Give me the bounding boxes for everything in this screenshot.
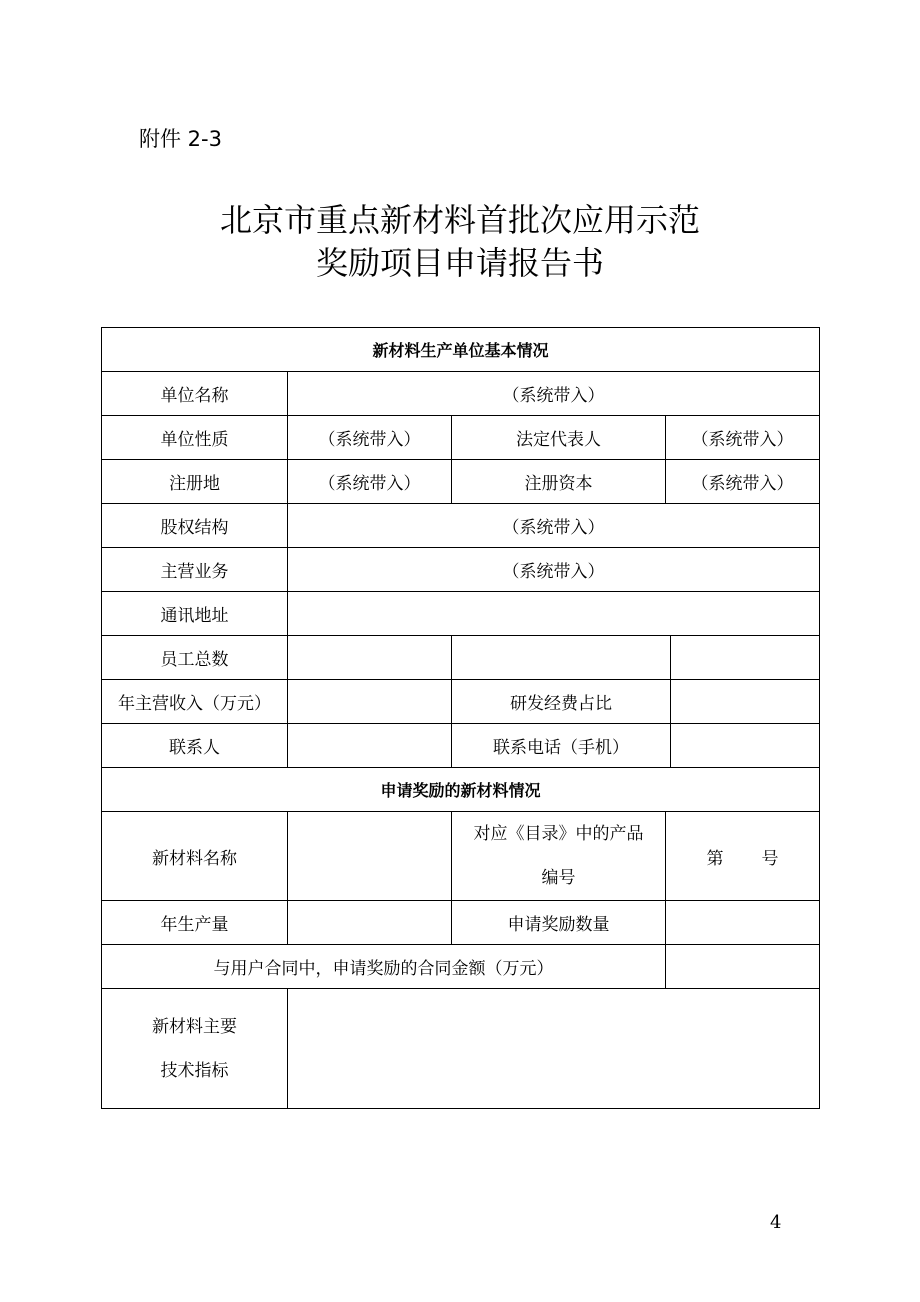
section-heading-material-info: 申请奖励的新材料情况 (102, 768, 820, 812)
catalog-label-line2: 编号 (541, 868, 576, 888)
section-heading-basic-info: 新材料生产单位基本情况 (102, 328, 820, 372)
address-field[interactable] (288, 592, 820, 636)
annual-output-label: 年生产量 (102, 901, 288, 945)
employees-field[interactable] (288, 636, 452, 680)
equity-label: 股权结构 (102, 504, 288, 548)
employees-label: 员工总数 (102, 636, 288, 680)
unit-nature-label: 单位性质 (102, 416, 288, 460)
reg-place-label: 注册地 (102, 460, 288, 504)
material-name-field[interactable] (288, 812, 452, 901)
equity-value: （系统带入） (288, 504, 820, 548)
document-title-line1: 北京市重点新材料首批次应用示范 (219, 201, 700, 239)
legal-rep-value: （系统带入） (666, 416, 820, 460)
application-form-table (101, 327, 820, 1109)
material-name-label: 新材料名称 (102, 812, 288, 901)
revenue-label: 年主营收入（万元） (102, 680, 288, 724)
rd-ratio-label: 研发经费占比 (452, 680, 671, 724)
catalog-number-field[interactable] (666, 812, 820, 901)
tech-label-line1: 新材料主要 (152, 1016, 237, 1037)
legal-rep-label: 法定代表人 (452, 416, 666, 460)
catalog-number-prefix: 第 (706, 848, 724, 869)
unit-name-label: 单位名称 (102, 372, 288, 416)
contact-label: 联系人 (102, 724, 288, 768)
business-value: （系统带入） (288, 548, 820, 592)
annual-output-field[interactable] (288, 901, 452, 945)
document-title-line2: 奖励项目申请报告书 (315, 244, 604, 282)
catalog-label (452, 812, 666, 901)
page-number: 4 (770, 1212, 782, 1233)
revenue-field[interactable] (288, 680, 452, 724)
contract-amount-label: 与用户合同中，申请奖励的合同金额（万元） (102, 945, 666, 989)
contact-field[interactable] (288, 724, 452, 768)
tech-indicators-label (102, 989, 288, 1109)
reg-capital-value: （系统带入） (666, 460, 820, 504)
phone-field[interactable] (671, 724, 820, 768)
rd-ratio-field[interactable] (671, 680, 820, 724)
catalog-number-suffix: 号 (761, 848, 779, 869)
contract-amount-field[interactable] (666, 945, 820, 989)
reward-qty-field[interactable] (666, 901, 820, 945)
employees-extra-field[interactable] (452, 636, 671, 680)
tech-indicators-field[interactable] (288, 989, 820, 1109)
attachment-label: 附件 2-3 (139, 127, 222, 151)
address-label: 通讯地址 (102, 592, 288, 636)
unit-name-value: （系统带入） (288, 372, 820, 416)
tech-label-line2: 技术指标 (160, 1060, 229, 1081)
catalog-label-line1: 对应《目录》中的产品 (473, 824, 644, 844)
reg-place-value: （系统带入） (288, 460, 452, 504)
unit-nature-value: （系统带入） (288, 416, 452, 460)
employees-extra-field-2[interactable] (671, 636, 820, 680)
phone-label: 联系电话（手机） (452, 724, 671, 768)
reg-capital-label: 注册资本 (452, 460, 666, 504)
business-label: 主营业务 (102, 548, 288, 592)
reward-qty-label: 申请奖励数量 (452, 901, 666, 945)
